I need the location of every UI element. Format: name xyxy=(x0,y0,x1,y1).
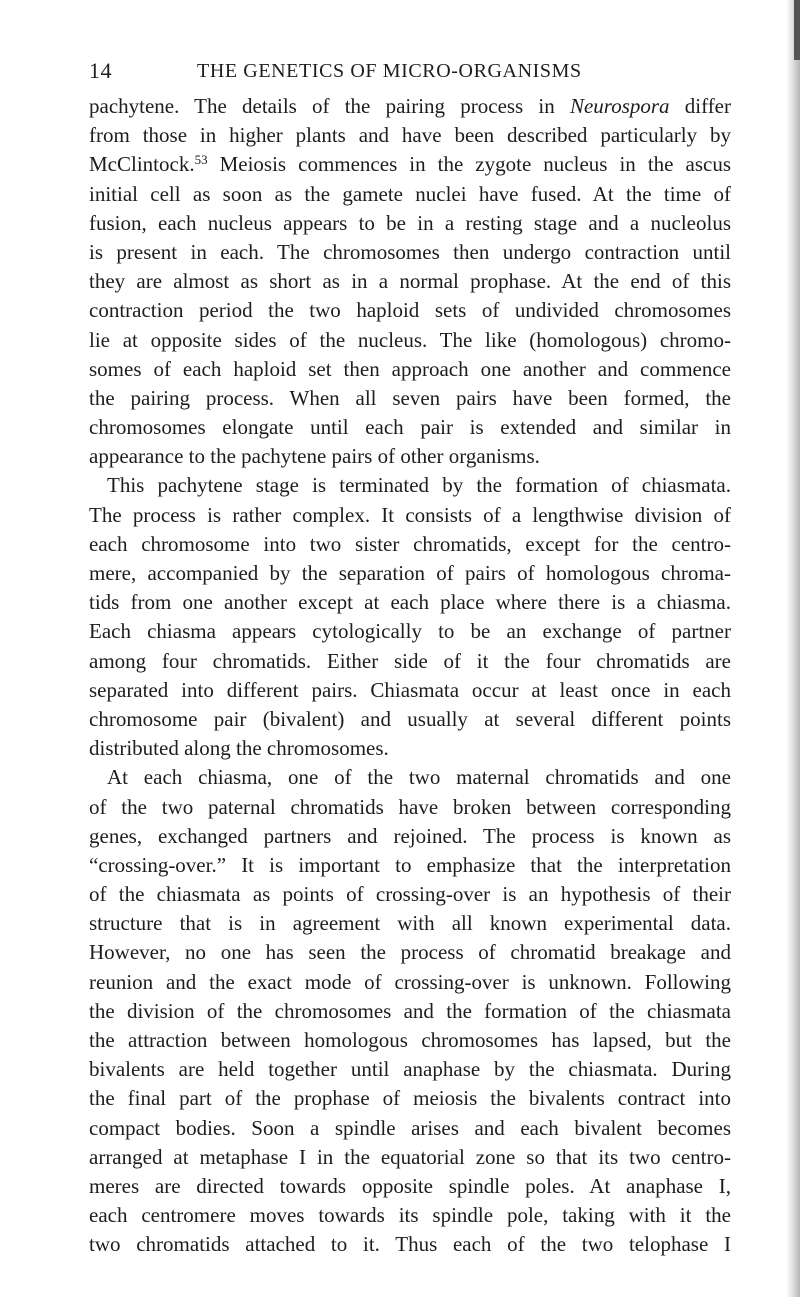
text-line: chromosomes elongate until each pair is extended and similar in xyxy=(89,415,731,440)
text-line: appearance to the pachytene pairs of other organisms. xyxy=(89,444,540,469)
text-fragment: differ xyxy=(669,94,731,118)
text-line: compact bodies. Soon a spindle arises and each bivalent becomes xyxy=(89,1115,731,1140)
text-line: initial cell as soon as the gamete nuclei have fused. At the time of xyxy=(89,181,731,206)
text-fragment: pachytene. The details of the pairing process in xyxy=(89,94,570,118)
text-line: The process is rather complex. It consists of a lengthwise division of xyxy=(89,502,731,527)
running-title: THE GENETICS OF MICRO-ORGANISMS xyxy=(197,60,582,82)
text-line: fusion, each nucleus appears to be in a resting stage and a nucleolus xyxy=(89,210,731,235)
page-number: 14 xyxy=(89,58,112,83)
text-line: the pairing process. When all seven pairs have been formed, the xyxy=(89,385,731,410)
page-header xyxy=(89,58,731,90)
text-line: This pachytene stage is terminated by the formation of chiasmata. xyxy=(107,473,731,498)
page-edge-mark xyxy=(794,0,800,60)
text-fragment: McClintock. xyxy=(89,152,195,177)
text-line: mere, accompanied by the separation of pairs of homologous chroma- xyxy=(89,561,731,585)
text-line: two chromatids attached to it. Thus each of the two telophase I xyxy=(89,1232,731,1257)
text-line: the final part of the prophase of meiosis the bivalents contract into xyxy=(89,1086,731,1111)
text-line: arranged at metaphase I in the equatorial zone so that its two centro- xyxy=(89,1144,731,1169)
text-line: from those in higher plants and have been described particularly by xyxy=(89,123,731,148)
text-line: somes of each haploid set then approach one another and commence xyxy=(89,356,731,381)
text-line: each centromere moves towards its spindle pole, taking with it the xyxy=(89,1203,731,1228)
text-line: lie at opposite sides of the nucleus. The like (homologous) chromo- xyxy=(89,327,731,352)
text-line xyxy=(89,150,731,179)
text-line: structure that is in agreement with all known experimental data. xyxy=(89,911,731,936)
body-text xyxy=(89,92,731,1260)
text-line: meres are directed towards opposite spindle poles. At anaphase I, xyxy=(89,1173,731,1198)
text-line xyxy=(89,92,731,121)
text-line: the attraction between homologous chromosomes has lapsed, but the xyxy=(89,1028,731,1052)
page-edge-shadow xyxy=(786,0,800,1297)
footnote-reference: 53 xyxy=(194,152,208,168)
text-line: distributed along the chromosomes. xyxy=(89,736,389,761)
text-line: However, no one has seen the process of chromatid breakage and xyxy=(89,940,731,965)
text-line: contraction period the two haploid sets of undivided chromosomes xyxy=(89,298,731,323)
text-line: At each chiasma, one of the two maternal chromatids and one xyxy=(107,765,731,790)
text-line: separated into different pairs. Chiasmata occur at least once in each xyxy=(89,677,731,702)
text-line: of the two paternal chromatids have broken between corresponding xyxy=(89,794,731,819)
text-line: “crossing-over.” It is important to emphasize that the interpretation xyxy=(89,852,731,877)
text-line: tids from one another except at each place where there is a chiasma. xyxy=(89,590,731,615)
text-line: genes, exchanged partners and rejoined. The process is known as xyxy=(89,823,731,848)
text-fragment: Meiosis commences in the zygote nucleus in the ascus xyxy=(207,152,731,177)
text-line: of the chiasmata as points of crossing-over is an hypothesis of their xyxy=(89,882,731,907)
text-line: bivalents are held together until anaphase by the chiasmata. During xyxy=(89,1057,731,1082)
italic-term: Neurospora xyxy=(569,94,670,118)
text-line: Each chiasma appears cytologically to be an exchange of partner xyxy=(89,619,731,644)
text-line: reunion and the exact mode of crossing-over is unknown. Following xyxy=(89,969,731,994)
text-line: is present in each. The chromosomes then undergo contraction until xyxy=(89,239,731,264)
text-line: each chromosome into two sister chromatids, except for the centro- xyxy=(89,531,731,556)
text-line: the division of the chromosomes and the formation of the chiasmata xyxy=(89,998,731,1023)
text-line: among four chromatids. Either side of it the four chromatids are xyxy=(89,648,731,673)
text-line: they are almost as short as in a normal prophase. At the end of this xyxy=(89,269,731,294)
text-line: chromosome pair (bivalent) and usually at several different points xyxy=(89,706,731,731)
